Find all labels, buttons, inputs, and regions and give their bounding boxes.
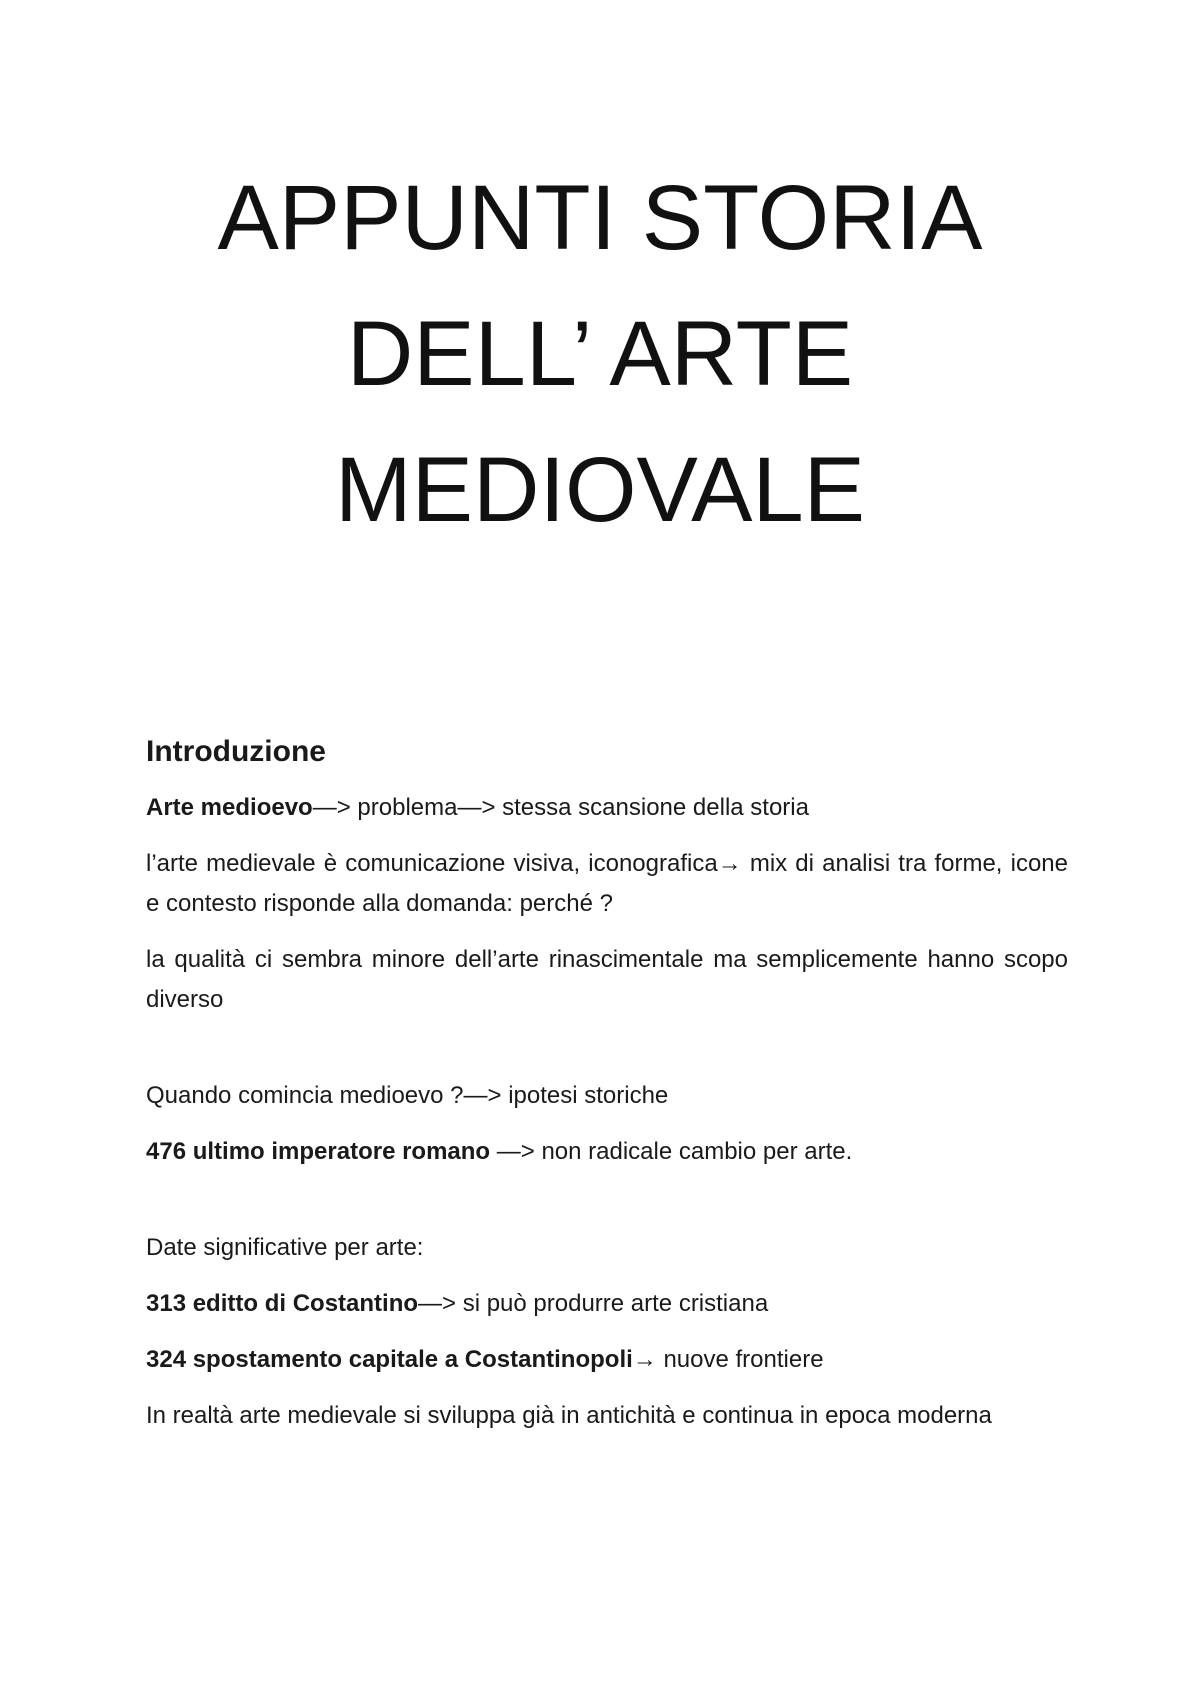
document-title — [0, 150, 1200, 558]
paragraph-476 — [146, 1132, 1068, 1172]
paragraph-text: —> si può produrre arte cristiana — [418, 1290, 769, 1317]
paragraph-arte-medioevo — [146, 788, 1068, 828]
paragraph-bold-term: 313 editto di Costantino — [146, 1290, 419, 1317]
paragraph-text: —> problema—> stessa scansione della storia — [312, 794, 809, 821]
paragraph-313 — [146, 1284, 1068, 1324]
paragraph-bold-term: 324 spostamento capitale a Costantinopoli — [146, 1346, 633, 1373]
section-heading-introduzione: Introduzione — [146, 735, 326, 768]
paragraph-324 — [146, 1340, 1068, 1380]
paragraph-date-significative: Date significative per arte: — [146, 1234, 424, 1261]
paragraph-text: —> non radicale cambio per arte. — [490, 1138, 853, 1165]
document-body — [146, 732, 1068, 1452]
title-line-3: MEDIOVALE — [335, 439, 865, 541]
paragraph-qualita: la qualità ci sembra minore dell’arte rinascimentale ma semplicemente hanno scopo diverso — [146, 946, 1068, 1013]
paragraph-comunicazione-visiva: l’arte medievale è comunicazione visiva, iconografica→ mix di analisi tra forme, icone e contesto risponde alla domanda: perché ? — [146, 850, 1068, 917]
spacer — [146, 1036, 1068, 1076]
paragraph-text: → nuove frontiere — [632, 1346, 824, 1373]
paragraph-quando-comincia: Quando comincia medioevo ?—> ipotesi storiche — [146, 1082, 669, 1109]
spacer — [146, 1188, 1068, 1228]
title-line-1: APPUNTI STORIA — [217, 167, 983, 269]
paragraph-in-realta: In realtà arte medievale si sviluppa già in antichità e continua in epoca moderna — [146, 1402, 992, 1429]
paragraph-bold-term: Arte medioevo — [146, 794, 313, 821]
paragraph-bold-term: 476 ultimo imperatore romano — [146, 1138, 491, 1165]
title-line-2: DELL’ ARTE — [346, 303, 854, 405]
